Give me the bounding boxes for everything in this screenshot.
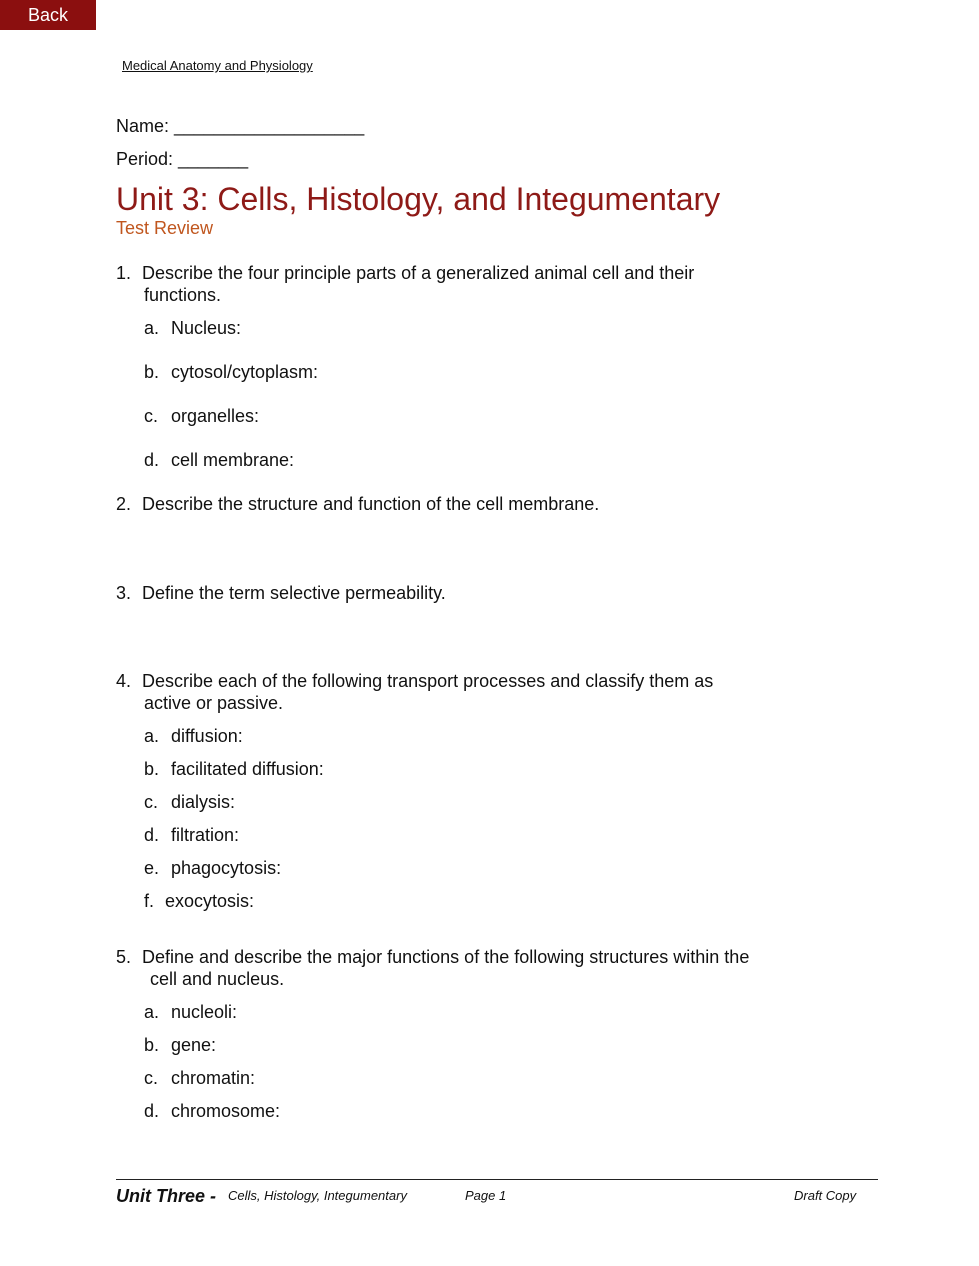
question-text: Define and describe the major functions of the following structures within the (142, 947, 750, 967)
sub-item-text: chromatin: (171, 1068, 256, 1088)
sub-item (144, 450, 294, 471)
sub-item-text: filtration: (171, 825, 240, 845)
sub-item-letter: c. (144, 792, 159, 812)
question-number: 1. (116, 263, 132, 283)
footer-status: Draft Copy (794, 1188, 857, 1203)
sub-item-text: organelles: (171, 406, 260, 426)
question-1-continued: functions. (144, 285, 222, 305)
sub-item-letter: d. (144, 450, 160, 470)
footer-page-number: Page 1 (465, 1188, 507, 1203)
question-5 (116, 947, 749, 968)
sub-item-letter: a. (144, 1002, 160, 1022)
sub-item-letter: e. (144, 858, 160, 878)
question-5-continued: cell and nucleus. (150, 969, 285, 989)
sub-item-letter: b. (144, 1035, 160, 1055)
sub-item (144, 792, 235, 813)
question-4 (116, 671, 713, 692)
sub-item-text: cytosol/cytoplasm: (171, 362, 319, 382)
footer-topic: Cells, Histology, Integumentary (228, 1188, 407, 1203)
sub-item (144, 318, 241, 339)
sub-item (144, 406, 259, 427)
footer-divider (116, 1179, 878, 1180)
sub-item (144, 1068, 255, 1089)
sub-item-letter: c. (144, 406, 159, 426)
sub-item-letter: c. (144, 1068, 159, 1088)
sub-item (144, 1101, 280, 1122)
question-text: Define the term selective permeability. (142, 583, 446, 603)
question-3 (116, 583, 446, 604)
question-2 (116, 494, 599, 515)
sub-item-letter: d. (144, 825, 160, 845)
sub-item-letter: a. (144, 318, 160, 338)
sub-item (144, 726, 243, 747)
sub-item (144, 858, 281, 879)
question-text: Describe the structure and function of the cell membrane. (142, 494, 600, 514)
footer-unit: Unit Three - (116, 1186, 217, 1206)
sub-item (144, 1002, 237, 1023)
page-subtitle: Test Review (116, 218, 214, 238)
sub-item-letter: a. (144, 726, 160, 746)
sub-item (144, 362, 318, 383)
sub-item-letter: f. (144, 891, 155, 911)
period-field: Period: _______ (116, 149, 249, 169)
question-number: 3. (116, 583, 132, 603)
sub-item (144, 825, 239, 846)
sub-item-text: facilitated diffusion: (171, 759, 324, 779)
question-number: 2. (116, 494, 132, 514)
page-title: Unit 3: Cells, Histology, and Integumentary (116, 181, 721, 217)
sub-item-text: nucleoli: (171, 1002, 238, 1022)
sub-item-letter: d. (144, 1101, 160, 1121)
sub-item-text: phagocytosis: (171, 858, 282, 878)
question-text: Describe each of the following transport processes and classify them as (142, 671, 714, 691)
name-field: Name: ___________________ (116, 116, 365, 136)
question-number: 5. (116, 947, 132, 967)
sub-item-text: gene: (171, 1035, 217, 1055)
question-text: Describe the four principle parts of a generalized animal cell and their (142, 263, 695, 283)
sub-item-text: diffusion: (171, 726, 243, 746)
sub-item-text: chromosome: (171, 1101, 281, 1121)
sub-item-letter: b. (144, 362, 160, 382)
sub-item-text: Nucleus: (171, 318, 242, 338)
sub-item-text: cell membrane: (171, 450, 295, 470)
course-name: Medical Anatomy and Physiology (122, 58, 313, 73)
back-button[interactable]: Back (0, 0, 96, 30)
sub-item (144, 759, 324, 780)
question-4-continued: active or passive. (144, 693, 284, 713)
sub-item-text: exocytosis: (165, 891, 255, 911)
sub-item-text: dialysis: (171, 792, 236, 812)
sub-item (144, 1035, 216, 1056)
sub-item (144, 891, 254, 912)
sub-item-letter: b. (144, 759, 160, 779)
question-1 (116, 263, 694, 284)
question-number: 4. (116, 671, 132, 691)
